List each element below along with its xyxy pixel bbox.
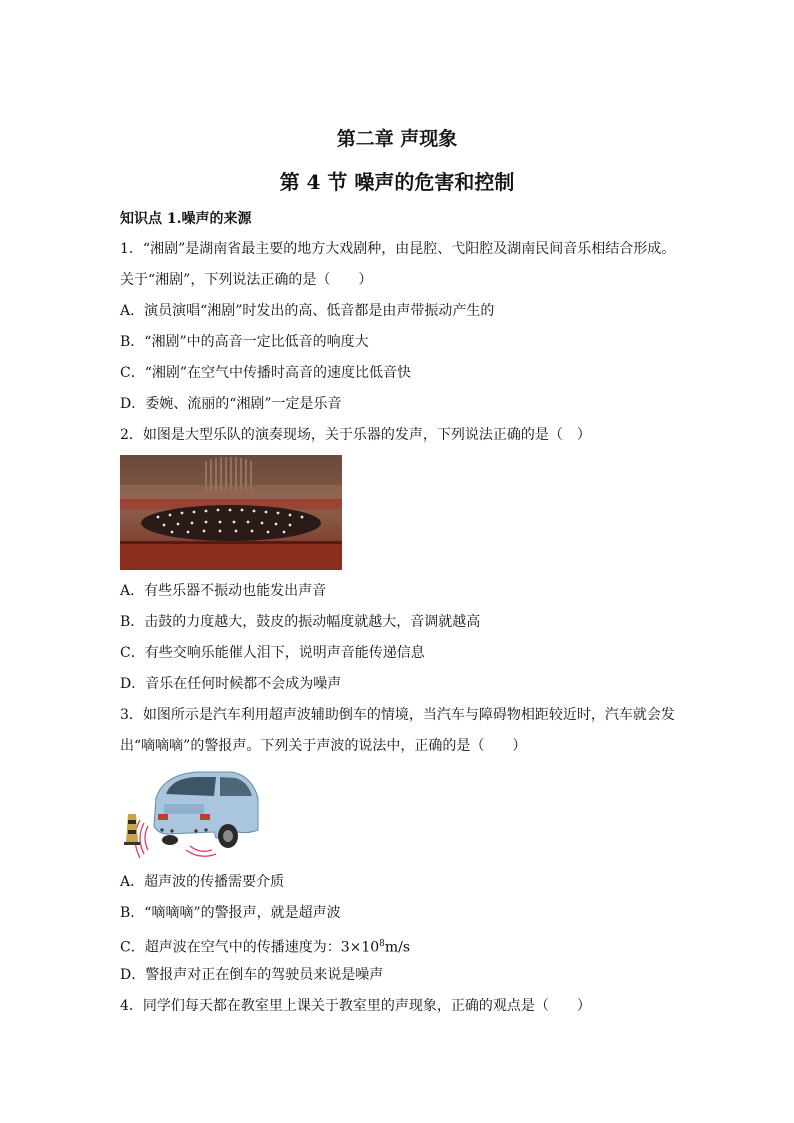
question-1-stem-line-2: 关于“湘剧”，下列说法正确的是（ ）: [120, 272, 373, 288]
orchestra-hall-image: [120, 455, 342, 570]
question-1-option-a: A．演员演唱“湘剧”时发出的高、低音都是由声带振动产生的: [120, 303, 495, 319]
question-2-option-a: A．有些乐器不振动也能发出声音: [120, 583, 327, 599]
traffic-cone-icon: [124, 814, 140, 845]
question-1-option-d: D．委婉、流丽的“湘剧”一定是乐音: [120, 396, 342, 412]
question-3-stem-line-2: 出“嘀嘀嘀”的警报声。下列关于声波的说法中，正确的是（ ）: [120, 738, 527, 754]
question-1-option-b: B．“湘剧”中的高音一定比低音的响度大: [120, 334, 369, 350]
question-2-option-d: D．音乐在任何时候都不会成为噪声: [120, 676, 342, 692]
chapter-title: 第二章 声现象: [336, 128, 458, 150]
reversing-car-image: [120, 768, 260, 860]
question-2-option-c: C．有些交响乐能催人泪下，说明声音能传递信息: [120, 645, 425, 661]
question-3-option-b: B．“嘀嘀嘀”的警报声，就是超声波: [120, 905, 341, 921]
question-1-stem-line-1: 1．“湘剧”是湖南省最主要的地方大戏剧种，由昆腔、弋阳腔及湖南民间音乐相结合形成。: [120, 241, 676, 257]
question-3-option-c: [120, 935, 410, 957]
question-2-stem: 2．如图是大型乐队的演奏现场，关于乐器的发声，下列说法正确的是（ ）: [120, 427, 591, 443]
unit: m/s: [384, 939, 411, 956]
section-title: 第 4 节 噪声的危害和控制: [279, 170, 515, 194]
exponent: 8: [379, 939, 385, 949]
knowledge-point-heading: 知识点 1.噪声的来源: [120, 211, 252, 227]
question-3-option-c-text: C．超声波在空气中的传播速度为：3×10: [120, 939, 380, 956]
question-3-option-d: D．警报声对正在倒车的驾驶员来说是噪声: [120, 967, 384, 983]
question-3-stem-line-1: 3．如图所示是汽车利用超声波辅助倒车的情境，当汽车与障碍物相距较近时，汽车就会发: [120, 707, 675, 723]
question-4-stem: 4．同学们每天都在教室里上课关于教室里的声现象，正确的观点是（ ）: [120, 998, 591, 1014]
question-1-option-c: C．“湘剧”在空气中传播时高音的速度比低音快: [120, 365, 412, 381]
question-3-option-a: A．超声波的传播需要介质: [120, 874, 285, 890]
question-2-option-b: B．击鼓的力度越大，鼓皮的振动幅度就越大，音调就越高: [120, 614, 481, 630]
